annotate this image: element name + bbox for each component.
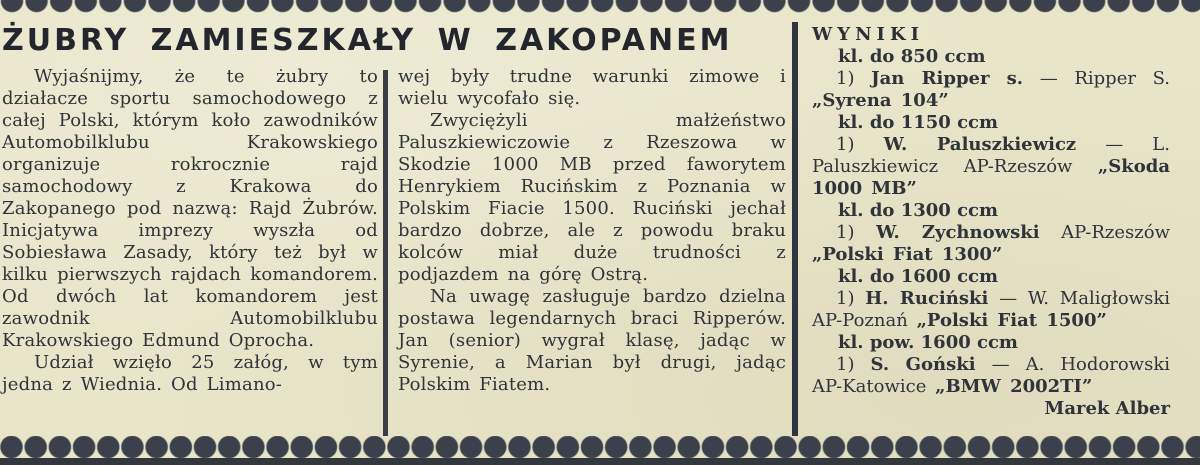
result-car: „Polski Fiat 1300” <box>812 244 1003 265</box>
results-column <box>792 22 1200 436</box>
result-position: 1) <box>836 222 855 243</box>
article-columns <box>2 66 792 436</box>
bottom-rule-bar <box>0 458 1200 465</box>
bottom-dot-border <box>0 436 1200 458</box>
result-codriver: — Ripper S. <box>1039 68 1170 89</box>
paragraph: Wyjaśnijmy, że te żubry to działacze sportu samochodowego z całej Polski, którym koło zawodników Automobilklubu Krakowskiego organizuje rokrocznie rajd samochodowy z Krakowa do Zakopanego pod nazwą: Rajd Żubrów. Inicjatywa imprezy wyszła od Sobiesława Zasady, który też był w kilku pierwszych rajdach komandorem. Od dwóch lat komandorem jest zawodnik Automobilklubu Krakowskiego Edmund Oprocha. <box>2 66 378 351</box>
class-label: kl. do 1600 ccm <box>838 266 999 287</box>
paragraph: Udział wzięło 25 załóg, w tym jedna z Wiednia. Od Limano- <box>2 352 378 395</box>
result-entry <box>812 354 1170 398</box>
result-entry <box>812 288 1170 332</box>
article-section <box>0 14 792 436</box>
column-divider-rule <box>383 70 388 436</box>
result-driver: W. Paluszkiewicz <box>883 134 1077 155</box>
class-label: kl. do 1150 ccm <box>838 112 999 133</box>
result-codriver: — L. Paluszkiewicz AP-Rzeszów <box>812 134 1170 177</box>
result-position: 1) <box>836 288 855 309</box>
paragraph: Na uwagę zasługuje bardzo dzielna postawa legendarnych braci Ripperów. Jan (senior) wygrał klasę, jadąc w Syrenie, a Marian był drugi, jadąc Polskim Fiatem. <box>398 286 786 395</box>
result-position: 1) <box>836 134 855 155</box>
result-entry <box>812 68 1170 112</box>
result-driver: H. Ruciński <box>865 288 989 309</box>
result-car: „Polski Fiat 1500” <box>916 310 1107 331</box>
result-entry <box>812 134 1170 200</box>
article-column-2 <box>398 66 792 436</box>
result-car: „Skoda 1000 MB” <box>812 156 1170 199</box>
result-position: 1) <box>836 68 855 89</box>
paragraph: wej były trudne warunki zimowe i wielu wycofało się. <box>398 66 786 109</box>
author-byline: Marek Alber <box>1044 398 1170 419</box>
class-label: kl. do 1300 ccm <box>838 200 999 221</box>
headline: ŻUBRY ZAMIESZKAŁY W ZAKOPANEM <box>2 23 733 58</box>
results-title: WYNIKI <box>812 24 925 45</box>
clipping-body <box>0 14 1200 436</box>
paragraph: Zwyciężyli małżeństwo Paluszkiewiczowie z Rzeszowa w Skodzie 1000 MB przed faworytem Henrykiem Rucińskim z Poznania w Polskim Fiacie 1500. Ruciński jechał bardzo dobrze, ale z powodu braku kolców miał duże trudności z podjazdem na górę Ostrą. <box>398 110 786 285</box>
class-label: kl. pow. 1600 ccm <box>838 332 1018 353</box>
result-codriver: — W. Maligłowski AP-Poznań <box>812 288 1170 331</box>
result-codriver: — A. Hodorowski AP-Katowice <box>812 354 1170 397</box>
result-driver: S. Goński <box>870 354 976 375</box>
result-codriver: AP-Rzeszów <box>1061 222 1170 243</box>
result-driver: W. Zychnowski <box>876 222 1040 243</box>
result-car: „BMW 2002TI” <box>935 376 1093 397</box>
result-car: „Syrena 104” <box>812 90 949 111</box>
top-dot-border <box>0 0 1200 14</box>
result-position: 1) <box>836 354 855 375</box>
class-label: kl. do 850 ccm <box>838 46 986 67</box>
article-column-1 <box>2 66 378 436</box>
result-entry <box>812 222 1170 266</box>
result-driver: Jan Ripper s. <box>871 68 1024 89</box>
